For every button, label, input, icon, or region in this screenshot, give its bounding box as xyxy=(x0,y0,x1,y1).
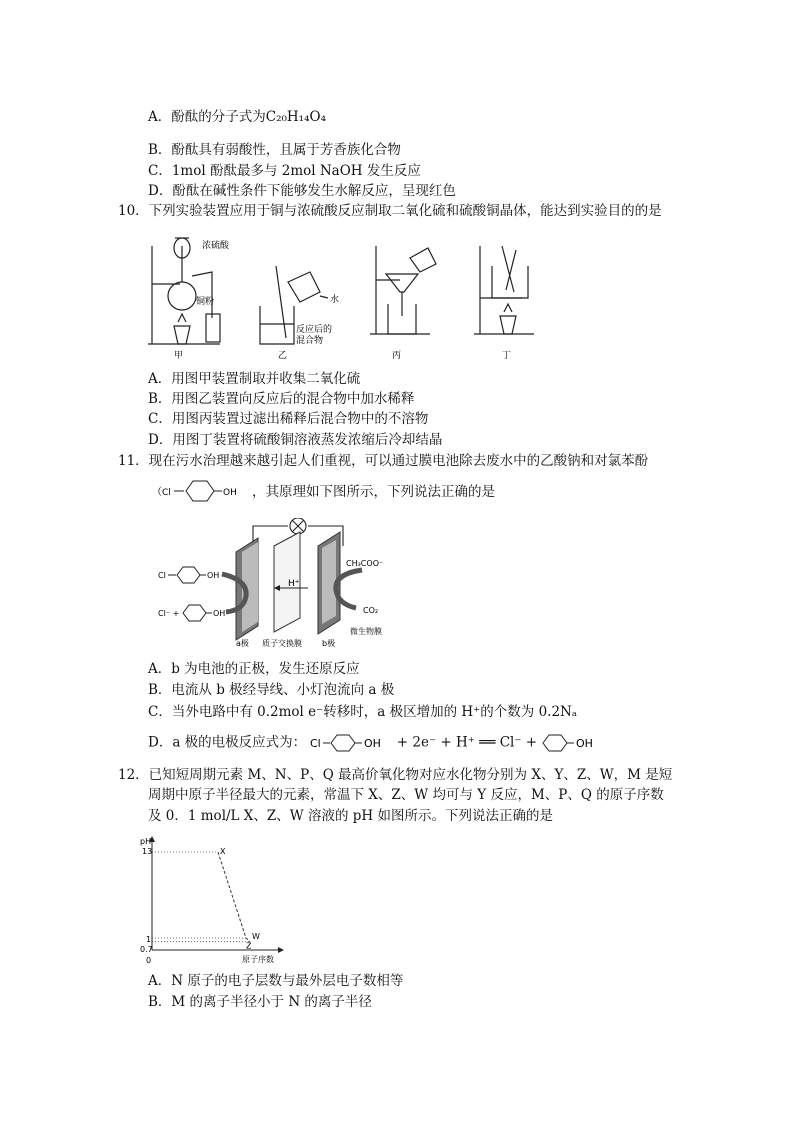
left-bottom-oh: OH xyxy=(213,609,226,618)
q9-option-a: A．酚酞的分子式为C₂₀H₁₄O₄ xyxy=(148,109,326,125)
svg-text:（: （ xyxy=(152,487,162,498)
caption-jia: 甲 xyxy=(174,351,184,361)
q11-option-c: C．当外电路中有 0.2mol e⁻转移时，a 极区增加的 H⁺的个数为 0.2Nₐ xyxy=(148,704,578,720)
q12-option-a: A．N 原子的电子层数与最外层电子数相等 xyxy=(148,973,404,989)
ph-series-line xyxy=(218,852,250,942)
q11-option-a: A．b 为电池的正极，发生还原反应 xyxy=(148,661,360,677)
q12-stem-1: 12．已知短周期元素 M、N、P、Q 最高价氧化物对应水化物分别为 X、Y、Z、W，M 是短 xyxy=(118,767,673,783)
q11-option-d-eq: + 2e⁻ + H⁺ ══ Cl⁻ + xyxy=(396,734,538,751)
label-water: 水 xyxy=(330,295,340,305)
svg-text:OH: OH xyxy=(576,737,594,750)
caption-bing: 丙 xyxy=(392,351,402,361)
q10-apparatus-figure xyxy=(130,226,550,364)
struct-oh: OH xyxy=(223,488,237,498)
ph-chart xyxy=(130,832,290,968)
left-top-cl: Cl xyxy=(158,571,166,580)
q11-option-d-reactant xyxy=(310,733,392,753)
point-label-z: Z xyxy=(246,941,252,951)
apparatus-ding xyxy=(474,246,534,334)
q9-option-b: B．酚酞具有弱酸性，且属于芳香族化合物 xyxy=(148,142,401,158)
svg-text:Cl: Cl xyxy=(310,737,322,750)
b-pole-label: b极 xyxy=(322,639,336,648)
q10-option-c: C．用图丙装置过滤出稀释后混合物中的不溶物 xyxy=(148,411,429,427)
q11-stem: 11．现在污水治理越来越引起人们重视，可以通过膜电池除去废水中的乙酸钠和对氯苯酚 xyxy=(118,453,649,469)
svg-text:OH: OH xyxy=(364,737,382,750)
q9-option-d: D．酚酞在碱性条件下能够发生水解反应，呈现红色 xyxy=(148,183,456,199)
q10-stem: 10．下列实验装置应用于铜与浓硫酸反应制取二氧化硫和硫酸铜晶体，能达到实验目的的是 xyxy=(118,203,662,219)
bio-film-label: 微生物膜 xyxy=(350,627,382,636)
label-mixture-1: 反应后的 xyxy=(296,325,333,335)
q10-option-d: D．用图丁装置将硫酸铜溶液蒸发浓缩后冷却结晶 xyxy=(148,432,443,448)
q11-option-d-prefix: D．a 极的电极反应式为： xyxy=(148,734,307,751)
label-conc-acid: 浓硫酸 xyxy=(202,241,230,251)
caption-yi: 乙 xyxy=(278,351,288,361)
apparatus-bing xyxy=(370,246,436,334)
q9-option-c: C．1mol 酚酞最多与 2mol NaOH 发生反应 xyxy=(148,163,421,179)
label-mixture-2: 混合物 xyxy=(296,336,324,346)
y-tick-13: 13 xyxy=(142,847,153,856)
q10-option-a: A．用图甲装置制取并收集二氧化硫 xyxy=(148,371,361,387)
caption-ding: 丁 xyxy=(502,351,512,361)
a-pole-label: a极 xyxy=(236,639,249,648)
struct-cl: Cl xyxy=(162,488,171,498)
label-cu-powder: 铜粉 xyxy=(196,297,215,307)
q11-option-d xyxy=(148,733,597,753)
point-label-w: W xyxy=(252,932,260,941)
q12-stem-3: 及 0．1 mol/L X、Z、W 溶液的 pH 如图所示。下列说法正确的是 xyxy=(148,808,553,824)
q11-cell-figure xyxy=(150,518,420,652)
chlorophenol-structure xyxy=(152,478,244,504)
acetate-label: CH₃COO⁻ xyxy=(346,559,384,568)
q12-option-b: B．M 的离子半径小于 N 的离子半径 xyxy=(148,994,372,1010)
q11-stem-cont: ，其原理如下图所示，下列说法正确的是 xyxy=(252,484,495,500)
apparatus-jia xyxy=(148,238,220,344)
y-tick-0-7: 0.7 xyxy=(140,945,153,954)
q11-option-d-product xyxy=(541,733,597,753)
h-plus-label: H⁺ xyxy=(288,579,300,589)
co2-label: CO₂ xyxy=(363,606,379,615)
membrane-label: 质子交换膜 xyxy=(262,639,302,648)
y-tick-0: 0 xyxy=(146,956,152,965)
point-label-x: X xyxy=(220,847,226,856)
q10-option-b: B．用图乙装置向反应后的混合物中加水稀释 xyxy=(148,391,415,407)
left-bottom-cl-ion: Cl⁻ + xyxy=(158,609,180,618)
q11-option-b: B．电流从 b 极经导线、小灯泡流向 a 极 xyxy=(148,682,395,698)
y-tick-1: 1 xyxy=(146,935,152,944)
y-axis-label: pH xyxy=(140,837,152,846)
q12-stem-2: 周期中原子半径最大的元素，常温下 X、Z、W 均可与 Y 反应，M、P、Q 的原子序数 xyxy=(148,787,664,803)
left-top-oh: OH xyxy=(207,571,220,580)
x-axis-label: 原子序数 xyxy=(242,955,274,964)
